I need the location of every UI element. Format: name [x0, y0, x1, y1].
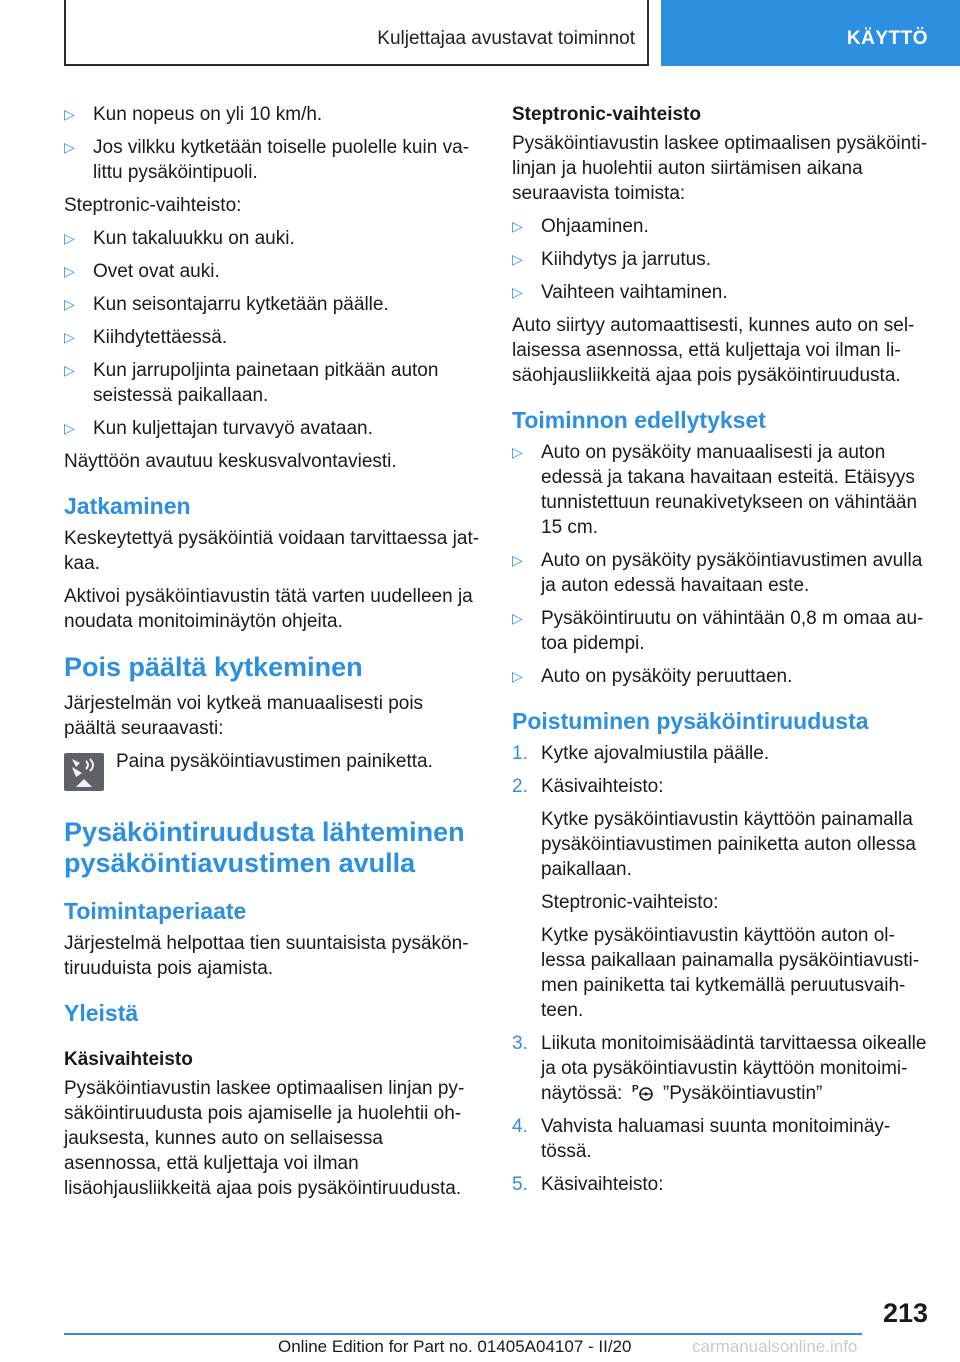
- paragraph: Pysäköintiavustin laskee optimaalisen linjan pysäköintiruudusta pois ajamiselle ja huolehtii ohjauksesta, kunnes auto on sellaisessa asennossa, että kuljettaja voi ilman lisäohjausliikkeitä ajaa pois pysäköintiruudusta.: [64, 1078, 465, 1199]
- triangle-right-icon: ▷: [512, 444, 523, 460]
- paragraph: Järjestelmä helpottaa tien suuntaisista pysäköntiruuduista pois ajamista.: [64, 933, 469, 979]
- triangle-right-icon: ▷: [512, 284, 523, 300]
- triangle-right-icon: ▷: [64, 106, 75, 122]
- paragraph: Pysäköintiavustin laskee optimaalisen pysäköintilinjan ja huolehtii auton siirtämisen aikana seuraavista toimista:: [512, 133, 928, 204]
- step-item: 4. Vahvista haluamasi suunta monitoiminäytössä.: [512, 1116, 891, 1162]
- heading-kasivaihteisto: Käsivaihteisto: [64, 1049, 193, 1070]
- triangle-right-icon: ▷: [512, 251, 523, 267]
- triangle-right-icon: ▷: [64, 329, 75, 345]
- heading-pois-paalta: Pois päältä kytkeminen: [64, 652, 363, 682]
- paragraph: Keskeytettyä pysäköintiä voidaan tarvittaessa jatkaa.: [64, 528, 480, 574]
- page-number: 213: [882, 1298, 928, 1328]
- list-item: ▷ Jos vilkku kytketään toiselle puolelle kuin valittu pysäköintipuoli.: [64, 137, 469, 183]
- heading-poistuminen: Poistuminen pysäköintiruudusta: [512, 708, 869, 734]
- step-number: 5.: [512, 1174, 528, 1195]
- left-column: [64, 102, 480, 1209]
- list-item: ▷ Kun kuljettajan turvavyö avataan.: [64, 418, 373, 439]
- section-title: Kuljettajaa avustavat toiminnot: [377, 28, 635, 49]
- step-detail: Kytke pysäköintiavustin käyttöön painamalla pysäköintiavustimen painiketta auton ollessa paikallaan.: [541, 809, 916, 880]
- svg-text:P: P: [631, 1084, 639, 1095]
- display-message-text: Näyttöön avautuu keskusvalvontaviesti.: [64, 451, 397, 472]
- triangle-right-icon: ▷: [512, 218, 523, 234]
- list-item: ▷ Kun takaluukku on auki.: [64, 228, 295, 249]
- step-item: 5. Käsivaihteisto:: [512, 1174, 664, 1195]
- triangle-right-icon: ▷: [512, 668, 523, 684]
- footer-divider: [64, 1333, 862, 1335]
- right-column: [512, 102, 928, 1205]
- heading-jatkaminen: Jatkaminen: [64, 493, 191, 519]
- heading-edellytykset: Toiminnon edellytykset: [512, 407, 766, 433]
- triangle-right-icon: ▷: [64, 139, 75, 155]
- list-item: ▷ Auto on pysäköity manuaalisesti ja auton edessä ja takana havaitaan esteitä. Etäisyys tunnistettuun reunakivetykseen on vähintään 15 cm.: [512, 442, 918, 538]
- triangle-right-icon: ▷: [512, 610, 523, 626]
- triangle-right-icon: ▷: [64, 296, 75, 312]
- heading-steptronic: Steptronic-vaihteisto: [512, 104, 701, 125]
- steptronic-label: Steptronic-vaihteisto:: [64, 195, 242, 216]
- park-assist-button-icon: [64, 753, 104, 791]
- paragraph: Järjestelmän voi kytkeä manuaalisesti pois päältä seuraavasti:: [64, 693, 424, 739]
- step-detail: Steptronic-vaihteisto:: [541, 892, 719, 913]
- heading-yleista: Yleistä: [64, 1000, 139, 1026]
- watermark-text: carmanualsonline.info: [692, 1337, 858, 1356]
- list-item: ▷ Kun seisontajarru kytketään päälle.: [64, 294, 389, 315]
- list-item: ▷ Kun jarrupoljinta painetaan pitkään auton seistessä paikallaan.: [64, 360, 439, 406]
- step-item: 2. Käsivaihteisto:: [512, 776, 664, 797]
- list-item: ▷ Auto on pysäköity pysäköintiavustimen avulla ja auton edessä havaitaan este.: [512, 550, 923, 596]
- paragraph: Auto siirtyy automaattisesti, kunnes auto on sellaisessa asennossa, että kuljettaja voi ilman lisäohjausliikkeitä ajaa pois pysäköintiruudusta.: [512, 315, 915, 386]
- triangle-right-icon: ▷: [64, 420, 75, 436]
- list-item: ▷ Ohjaaminen.: [512, 216, 649, 237]
- heading-lahteminen: Pysäköintiruudusta lähteminen pysäköintiavustimen avulla: [64, 817, 465, 878]
- paragraph: Aktivoi pysäköintiavustin tätä varten uudelleen ja noudata monitoiminäytön ohjeita.: [64, 586, 473, 632]
- header-section-box: [64, 0, 649, 66]
- instruction-with-icon: [64, 749, 480, 791]
- step-item: 3. Liikuta monitoimisäädintä tarvittaessa oikealle ja ota pysäköintiavustin käyttöön monitoiminäytössä: P ”Pysäköintiavustin”: [512, 1033, 927, 1104]
- step-detail: Kytke pysäköintiavustin käyttöön auton ollessa paikallaan painamalla pysäköintiavustimen painiketta tai kytkemällä peruutusvaihteen.: [541, 925, 920, 1021]
- instruction-text: Paina pysäköintiavustimen painiketta.: [116, 751, 433, 772]
- step-item: 1. Kytke ajovalmiustila päälle.: [512, 743, 770, 764]
- park-assist-steering-icon: [632, 1082, 654, 1102]
- step-number: 4.: [512, 1116, 528, 1137]
- chapter-tab-label: KÄYTTÖ: [846, 28, 928, 49]
- list-item: ▷ Kiihdytys ja jarrutus.: [512, 249, 712, 270]
- list-item: ▷ Kun nopeus on yli 10 km/h.: [64, 104, 323, 125]
- list-item: ▷ Vaihteen vaihtaminen.: [512, 282, 728, 303]
- list-item: ▷ Kiihdytettäessä.: [64, 327, 228, 348]
- step-number: 3.: [512, 1033, 528, 1054]
- list-item: ▷ Ovet ovat auki.: [64, 261, 220, 282]
- triangle-right-icon: ▷: [512, 552, 523, 568]
- step-number: 2.: [512, 776, 528, 797]
- triangle-right-icon: ▷: [64, 362, 75, 378]
- edition-text: Online Edition for Part no. 01405A04107 - II/20: [278, 1337, 632, 1356]
- triangle-right-icon: ▷: [64, 263, 75, 279]
- triangle-right-icon: ▷: [64, 230, 75, 246]
- chapter-tab: [661, 0, 960, 66]
- list-item: ▷ Auto on pysäköity peruuttaen.: [512, 666, 793, 687]
- heading-toimintaperiaate: Toimintaperiaate: [64, 898, 247, 924]
- step-number: 1.: [512, 743, 528, 764]
- list-item: ▷ Pysäköintiruutu on vähintään 0,8 m omaa autoa pidempi.: [512, 608, 924, 654]
